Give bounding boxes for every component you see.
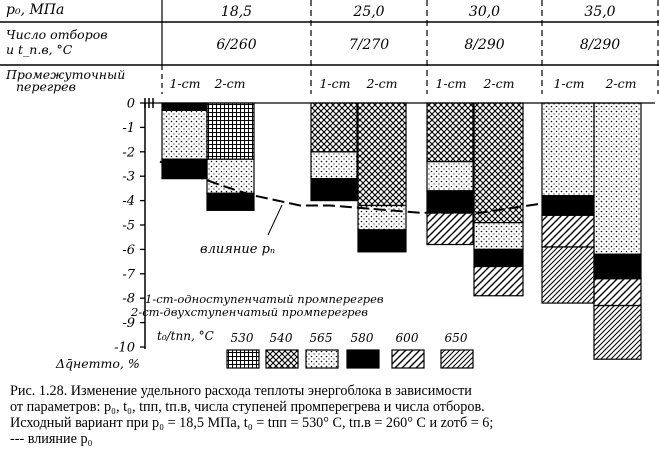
stage-label: 2-ст (605, 76, 637, 91)
stage-label: 1-ст (553, 76, 585, 91)
stage-label: 1-ст (435, 76, 467, 91)
legend-label: 580 (350, 331, 374, 345)
y-tick-label: 0 (126, 96, 135, 112)
figure-caption (10, 383, 654, 447)
note-2: 2-ст-двухступенчатый промперегрев (131, 305, 368, 319)
caption-line: --- влияние p₀ (10, 431, 93, 447)
influence-leader (268, 205, 282, 235)
bar-segment (162, 159, 207, 179)
bar-segment (311, 103, 357, 152)
influence-label: влияние pₙ (200, 242, 276, 257)
bar-segment (358, 230, 406, 252)
stage-label: 1-ст (169, 76, 201, 91)
legend-title: t₀/tпп, °С (157, 329, 214, 343)
y-tick-label: -2 (122, 145, 135, 161)
legend-label: 530 (230, 331, 254, 345)
caption-line: Исходный вариант при p₀ = 18,5 МПа, t₀ = tпп = 530° С, tп.в = 260° С и zотб = 6; (10, 415, 494, 431)
bar-segment (542, 196, 594, 216)
stage-label: 2-ст (366, 76, 398, 91)
legend-label: 565 (309, 331, 333, 345)
bar-segment (474, 266, 523, 295)
p0-value: 30,0 (468, 4, 501, 20)
legend (227, 331, 473, 368)
y-tick-label: -8 (122, 291, 135, 307)
reheat-row-label-1: Промежуточный (6, 67, 126, 82)
legend-label: 650 (444, 331, 468, 345)
y-tick-label: -4 (122, 194, 135, 210)
legend-label: 600 (395, 331, 419, 345)
bar-segment (427, 191, 473, 213)
legend-swatch (227, 350, 259, 368)
taps-value: 8/290 (464, 37, 505, 53)
stage-label: 2-ст (214, 76, 246, 91)
bar-segment (358, 103, 406, 205)
y-tick-label: -1 (122, 120, 135, 136)
caption-line: Рис. 1.28. Изменение удельного расхода теплоты энергоблока в зависимости (10, 383, 472, 399)
p0-row-label: p₀, МПа (6, 2, 65, 18)
taps-row-label-1: Число отборов (6, 27, 108, 42)
note-1: 1-ст-одноступенчатый промперегрев (145, 292, 384, 306)
legend-swatch (347, 350, 379, 368)
y-tick-label: -6 (122, 242, 135, 258)
bar-segment (474, 223, 523, 250)
reheat-row-label-2: перегрев (16, 79, 76, 94)
stage-label: 1-ст (319, 76, 351, 91)
bar-segment (594, 306, 641, 360)
y-tick-label: -9 (122, 316, 135, 332)
taps-row-label-2: и t_п.в, °С (6, 42, 73, 57)
bar-segment (311, 179, 357, 201)
bar-segment (474, 249, 523, 266)
p0-value: 25,0 (353, 4, 385, 20)
bar-segment (474, 103, 523, 223)
p0-value: 35,0 (584, 4, 616, 20)
y-tick-label: -10 (114, 340, 135, 356)
bar-segment (427, 162, 473, 191)
p0-value: 18,5 (220, 4, 253, 20)
taps-value: 7/270 (348, 37, 390, 53)
taps-value: 8/290 (579, 37, 621, 53)
bar-segment (162, 103, 207, 110)
legend-swatch (306, 350, 338, 368)
bar-segment (207, 103, 254, 159)
bar-segment (162, 110, 207, 159)
y-axis-label: Δq̄нетто, % (56, 356, 140, 371)
stage-label: 2-ст (483, 76, 515, 91)
y-tick-label: -3 (122, 169, 135, 185)
legend-label: 540 (269, 331, 293, 345)
bar-segment (594, 279, 641, 306)
legend-swatch (266, 350, 298, 368)
bar-segment (311, 152, 357, 179)
bar-segment (594, 254, 641, 278)
bars (162, 103, 641, 359)
bar-segment (427, 103, 473, 162)
bar-segment (594, 103, 641, 254)
bar-segment (542, 103, 594, 196)
bar-segment (542, 247, 594, 303)
bar-segment (207, 193, 254, 210)
bar-segment (427, 213, 473, 245)
y-tick-label: -5 (122, 218, 135, 234)
legend-swatch (441, 350, 473, 368)
taps-value: 6/260 (216, 37, 257, 53)
legend-swatch (392, 350, 424, 368)
bar-segment (542, 215, 594, 247)
y-tick-label: -7 (122, 267, 135, 283)
caption-line: от параметров: p₀, t₀, tпп, tп.в, числа ступеней промперегрева и числа отборов. (10, 399, 485, 415)
